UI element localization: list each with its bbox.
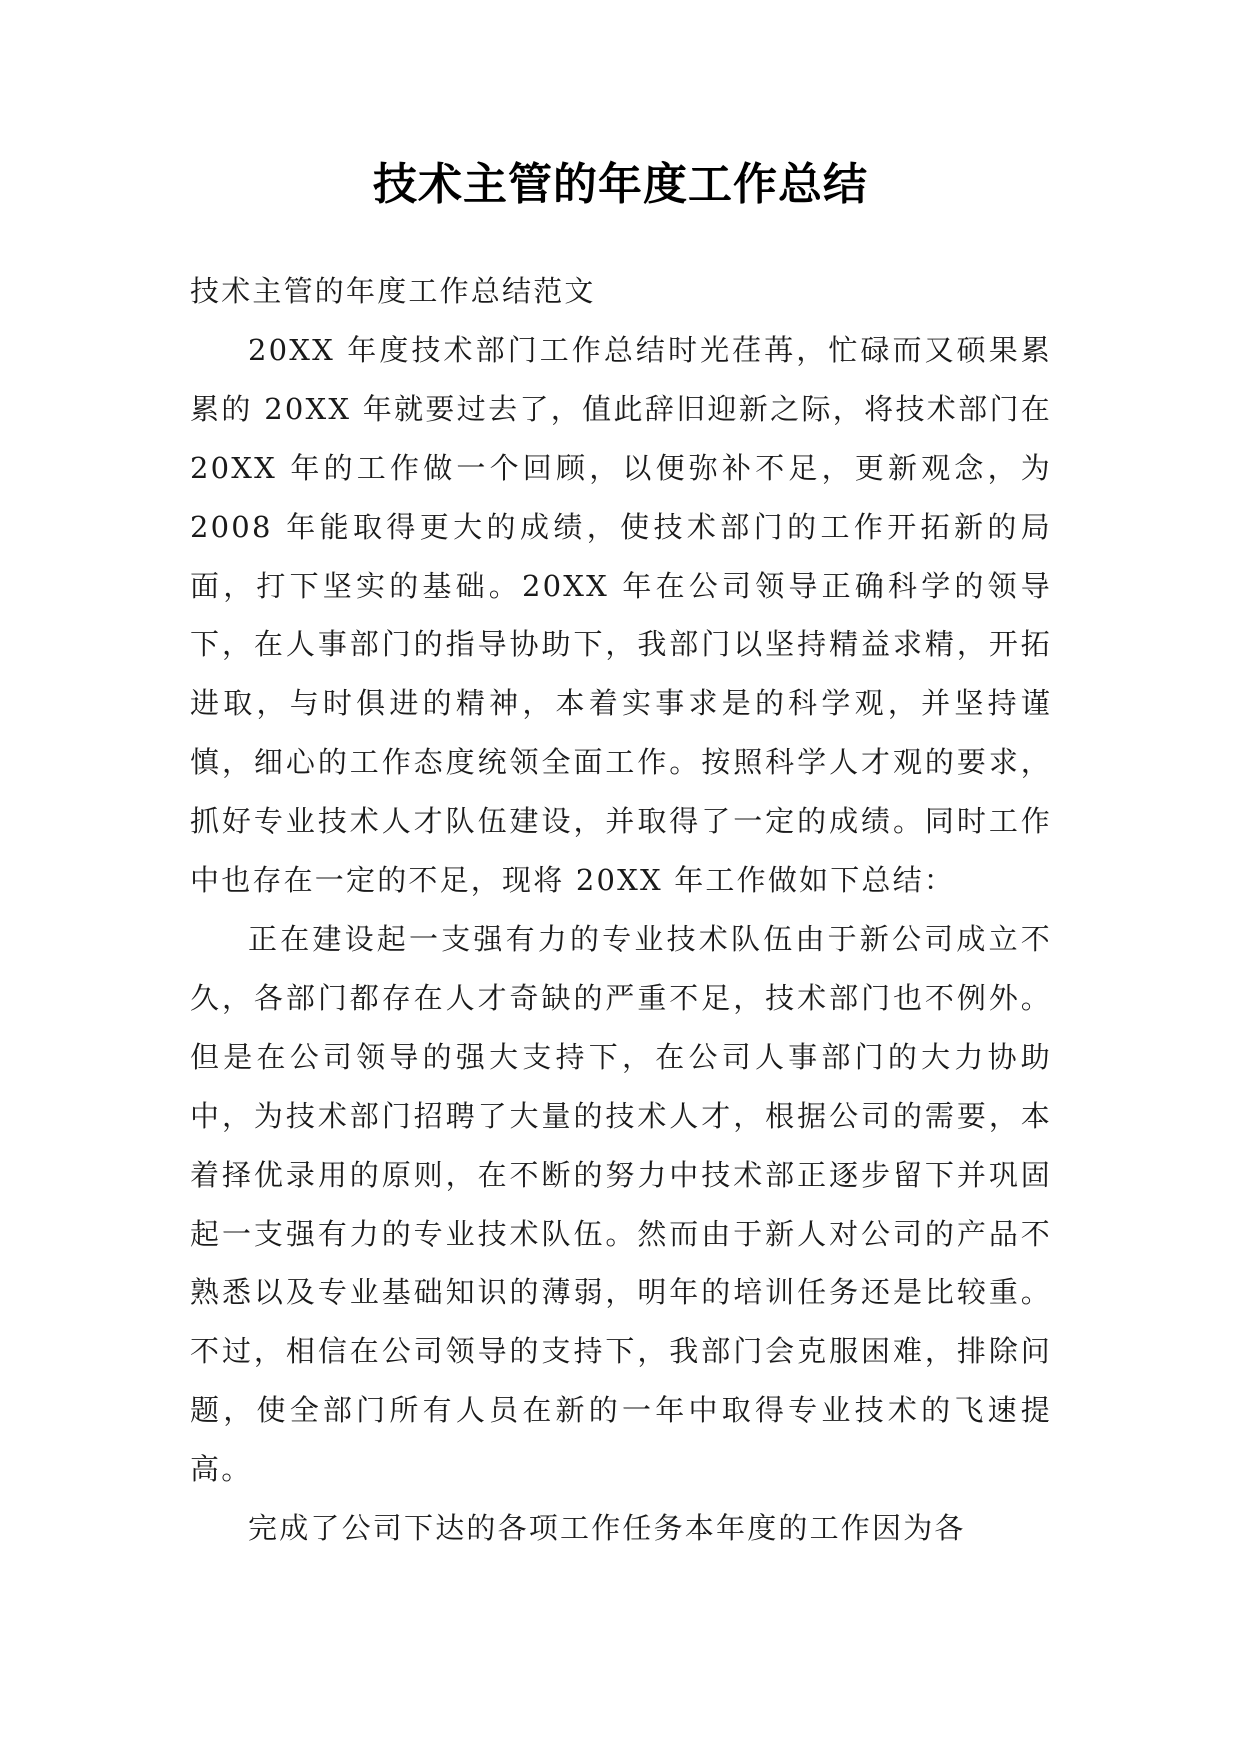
paragraph: 正在建设起一支强有力的专业技术队伍由于新公司成立不久，各部门都存在人才奇缺的严重不足，技术部门也不例外。但是在公司领导的强大支持下，在公司人事部门的大力协助中，为技术部门招聘了大量的技术人才，根据公司的需要，本着择优录用的原则，在不断的努力中技术部正逐步留下并巩固起一支强有力的专业技术队伍。然而由于新人对公司的产品不熟悉以及专业基础知识的薄弱，明年的培训任务还是比较重。不过，相信在公司领导的支持下，我部门会克服困难，排除问题，使全部门所有人员在新的一年中取得专业技术的飞速提高。: [190, 921, 1052, 1487]
document-title: 技术主管的年度工作总结: [373, 159, 868, 210]
paragraph: 完成了公司下达的各项工作任务本年度的工作因为各: [248, 1511, 966, 1546]
document-body: [190, 262, 1052, 1558]
paragraph: 20XX 年度技术部门工作总结时光荏苒，忙碌而又硕果累累的 20XX 年就要过去了，值此辞旧迎新之际，将技术部门在 20XX 年的工作做一个回顾，以便弥补不足，更新观念，为 2008 年能取得更大的成绩，使技术部门的工作开拓新的局面，打下坚实的基础。20XX 年在公司领导正确科学的领导下，在人事部门的指导协助下，我部门以坚持精益求精，开拓进取，与时俱进的精神，本着实事求是的科学观，并坚持谨慎，细心的工作态度统领全面工作。按照科学人才观的要求，抓好专业技术人才队伍建设，并取得了一定的成绩。同时工作中也存在一定的不足，现将 20XX 年工作做如下总结：: [190, 332, 1052, 898]
document-subtitle: 技术主管的年度工作总结范文: [190, 274, 596, 308]
